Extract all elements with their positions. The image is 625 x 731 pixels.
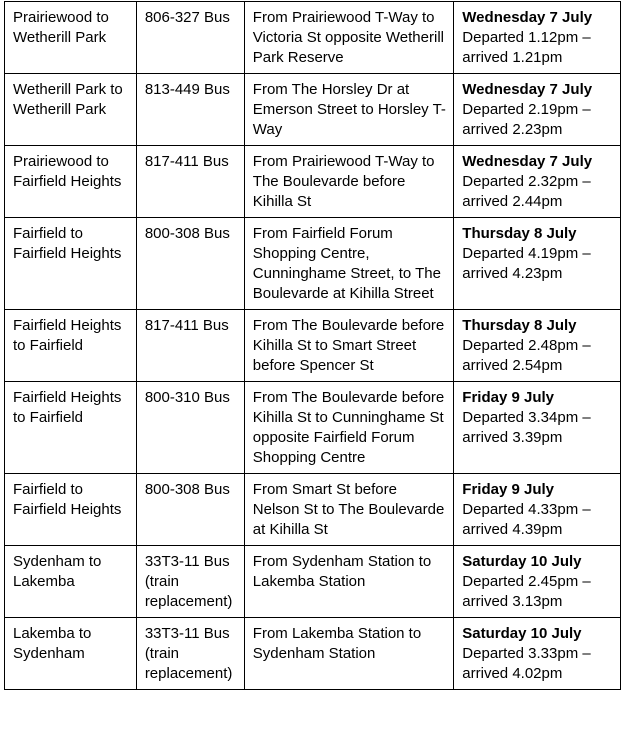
table-row: [5, 474, 621, 546]
trip-day: Saturday 10 July: [462, 625, 582, 642]
service-cell: 800-308 Bus: [136, 474, 244, 546]
time-cell: [454, 146, 621, 218]
departed-time: Departed 4.19pm –: [462, 245, 591, 262]
trip-day: Friday 9 July: [462, 481, 555, 498]
description-cell: From Smart St before Nelson St to The Boulevarde at Kihilla St: [244, 474, 454, 546]
departed-time: Departed 4.33pm –: [462, 501, 591, 518]
table-row: [5, 618, 621, 690]
route-cell: Fairfield to Fairfield Heights: [5, 474, 137, 546]
service-cell: 813-449 Bus: [136, 74, 244, 146]
arrived-time: arrived 4.02pm: [462, 665, 563, 682]
departed-time: Departed 3.34pm –: [462, 409, 591, 426]
table-row: [5, 74, 621, 146]
trip-day: Friday 9 July: [462, 389, 555, 406]
time-cell: [454, 2, 621, 74]
route-cell: Prairiewood to Wetherill Park: [5, 2, 137, 74]
trip-day: Saturday 10 July: [462, 553, 582, 570]
departed-time: Departed 2.19pm –: [462, 101, 591, 118]
arrived-time: arrived 3.39pm: [462, 429, 563, 446]
arrived-time: arrived 2.23pm: [462, 121, 563, 138]
service-cell: 33T3-11 Bus (train replacement): [136, 618, 244, 690]
time-cell: [454, 382, 621, 474]
table-row: [5, 382, 621, 474]
trip-day: Thursday 8 July: [462, 225, 577, 242]
route-cell: Sydenham to Lakemba: [5, 546, 137, 618]
route-cell: Wetherill Park to Wetherill Park: [5, 74, 137, 146]
description-cell: From The Horsley Dr at Emerson Street to Horsley T-Way: [244, 74, 454, 146]
trip-day: Wednesday 7 July: [462, 153, 593, 170]
service-cell: 817-411 Bus: [136, 146, 244, 218]
description-cell: From Fairfield Forum Shopping Centre, Cunninghame Street, to The Boulevarde at Kihilla Street: [244, 218, 454, 310]
trip-day: Wednesday 7 July: [462, 81, 593, 98]
service-cell: 806-327 Bus: [136, 2, 244, 74]
route-cell: Prairiewood to Fairfield Heights: [5, 146, 137, 218]
departed-time: Departed 1.12pm –: [462, 29, 591, 46]
departed-time: Departed 2.32pm –: [462, 173, 591, 190]
arrived-time: arrived 4.39pm: [462, 521, 563, 538]
service-cell: 800-310 Bus: [136, 382, 244, 474]
time-cell: [454, 74, 621, 146]
trip-day: Thursday 8 July: [462, 317, 577, 334]
description-cell: From Lakemba Station to Sydenham Station: [244, 618, 454, 690]
arrived-time: arrived 3.13pm: [462, 593, 563, 610]
trip-schedule-table: [4, 1, 621, 690]
route-cell: Lakemba to Sydenham: [5, 618, 137, 690]
time-cell: [454, 618, 621, 690]
arrived-time: arrived 1.21pm: [462, 49, 563, 66]
departed-time: Departed 2.45pm –: [462, 573, 591, 590]
table-row: [5, 2, 621, 74]
route-cell: Fairfield to Fairfield Heights: [5, 218, 137, 310]
description-cell: From The Boulevarde before Kihilla St to Cunninghame St opposite Fairfield Forum Shopping Centre: [244, 382, 454, 474]
arrived-time: arrived 2.54pm: [462, 357, 563, 374]
trip-day: Wednesday 7 July: [462, 9, 593, 26]
description-cell: From Sydenham Station to Lakemba Station: [244, 546, 454, 618]
route-cell: Fairfield Heights to Fairfield: [5, 382, 137, 474]
route-cell: Fairfield Heights to Fairfield: [5, 310, 137, 382]
arrived-time: arrived 2.44pm: [462, 193, 563, 210]
time-cell: [454, 474, 621, 546]
time-cell: [454, 310, 621, 382]
departed-time: Departed 2.48pm –: [462, 337, 591, 354]
departed-time: Departed 3.33pm –: [462, 645, 591, 662]
table-row: [5, 218, 621, 310]
description-cell: From Prairiewood T-Way to The Boulevarde before Kihilla St: [244, 146, 454, 218]
arrived-time: arrived 4.23pm: [462, 265, 563, 282]
table-row: [5, 310, 621, 382]
description-cell: From Prairiewood T-Way to Victoria St opposite Wetherill Park Reserve: [244, 2, 454, 74]
description-cell: From The Boulevarde before Kihilla St to Smart Street before Spencer St: [244, 310, 454, 382]
trip-schedule-body: [5, 2, 621, 690]
time-cell: [454, 218, 621, 310]
table-row: [5, 146, 621, 218]
service-cell: 817-411 Bus: [136, 310, 244, 382]
service-cell: 33T3-11 Bus (train replacement): [136, 546, 244, 618]
table-row: [5, 546, 621, 618]
service-cell: 800-308 Bus: [136, 218, 244, 310]
time-cell: [454, 546, 621, 618]
